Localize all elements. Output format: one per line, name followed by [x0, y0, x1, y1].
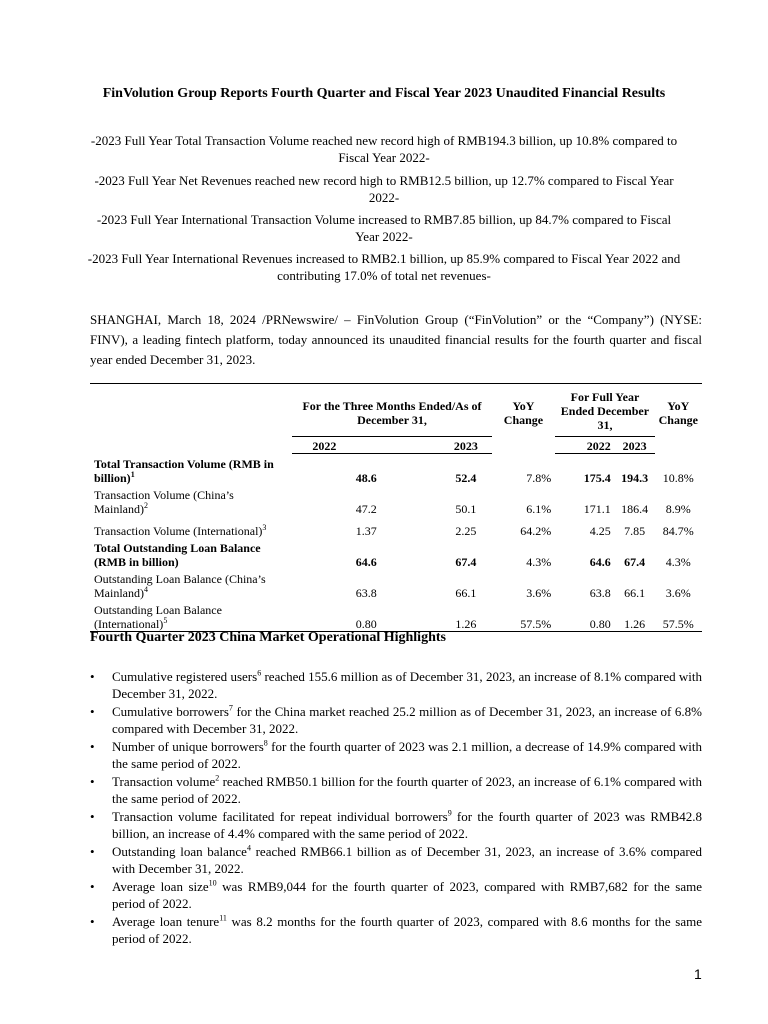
cell-yoy2: 4.3% — [665, 555, 691, 569]
header-fullyear: For Full Year Ended December 31, — [555, 384, 654, 437]
header-q-2023: 2023 — [440, 437, 492, 454]
footnote-marker: 4 — [246, 843, 251, 853]
cell-q2022: 0.80 — [292, 600, 440, 632]
cell-q2023: 67.4 — [455, 555, 477, 569]
bullet-icon: • — [90, 704, 95, 719]
list-item — [90, 843, 702, 877]
bullet-text: Number of unique borrowers — [112, 739, 264, 754]
header-quarter: For the Three Months Ended/As of December 31, — [292, 384, 491, 437]
cell-yoy1: 4.3% — [526, 555, 552, 569]
bullet-text: reached RMB66.1 billion as of December 31, 2023, an increase of 3.6% compared with December 31, 2022. — [112, 844, 702, 876]
cell-yoy2: 84.7% — [662, 524, 694, 538]
cell-yoy2: 10.8% — [662, 471, 694, 485]
footnote-marker: 8 — [263, 738, 268, 748]
cell-q2023: 1.26 — [440, 600, 492, 632]
cell-q2022: 48.6 — [355, 471, 377, 485]
table-row — [90, 454, 702, 486]
footnote-marker: 11 — [219, 913, 227, 923]
bullet-text: Average loan tenure — [112, 914, 220, 929]
bullet-text: reached 155.6 million as of December 31, 2023, an increase of 8.1% compared with December 31, 2022. — [112, 669, 702, 701]
footnote-marker: 10 — [208, 878, 217, 888]
cell-yoy1: 3.6% — [526, 586, 552, 600]
cell-q2022: 47.2 — [355, 502, 377, 516]
bullet-icon: • — [90, 739, 95, 754]
bullet-text: reached RMB50.1 billion for the fourth quarter of 2023, an increase of 6.1% compared with the same period of 2022. — [112, 774, 702, 806]
footnote-marker: 1 — [130, 470, 135, 479]
table-row — [90, 600, 702, 632]
cell-yoy2: 57.5% — [655, 600, 702, 632]
cell-fy2022: 64.6 — [589, 555, 611, 569]
cell-yoy1: 57.5% — [492, 600, 556, 632]
header-fy-2022: 2022 — [555, 437, 614, 454]
highlight-4: -2023 Full Year International Revenues increased to RMB2.1 billion, up 85.9% compared to Fiscal Year 2022 and contributing 17.0% of total net revenues- — [87, 251, 681, 283]
highlight-3: -2023 Full Year International Transaction Volume increased to RMB7.85 billion, up 84.7% compared to Fiscal Year 2022- — [96, 212, 672, 244]
bullet-text: for the China market reached 25.2 million as of December 31, 2023, an increase of 6.8% compared with December 31, 2022. — [112, 704, 702, 736]
row-label: Outstanding Loan Balance (China’s Mainland) — [94, 572, 266, 600]
list-item — [90, 738, 702, 772]
footnote-marker: 6 — [257, 668, 262, 678]
footnote-marker: 4 — [144, 585, 148, 594]
cell-q2023: 2.25 — [455, 524, 477, 538]
cell-fy2022: 4.25 — [589, 524, 611, 538]
list-item — [90, 878, 702, 912]
bullet-icon: • — [90, 914, 95, 929]
cell-fy2022: 175.4 — [583, 471, 611, 485]
cell-fy2022: 63.8 — [589, 586, 611, 600]
list-item — [90, 703, 702, 737]
bullet-text: was 8.2 months for the fourth quarter of 2023, compared with 8.6 months for the same period of 2022. — [112, 914, 702, 946]
section-heading: Fourth Quarter 2023 China Market Operational Highlights — [90, 630, 446, 645]
row-label: Transaction Volume (International) — [94, 524, 263, 538]
highlights-list — [90, 668, 702, 948]
header-yoy-quarter: YoY Change — [492, 384, 556, 437]
cell-fy2023: 67.4 — [624, 555, 646, 569]
row-label: Total Transaction Volume (RMB in billion) — [94, 457, 274, 485]
cell-yoy2: 8.9% — [665, 502, 691, 516]
cell-q2022: 63.8 — [355, 586, 377, 600]
table-row — [90, 538, 702, 569]
bullet-text: was RMB9,044 for the fourth quarter of 2023, compared with RMB7,682 for the same period of 2022. — [112, 879, 702, 911]
bullet-text: Cumulative registered users — [112, 669, 258, 684]
bullet-text: for the fourth quarter of 2023 was RMB42.8 billion, an increase of 4.4% compared with the same period of 2022. — [112, 809, 702, 841]
bullet-icon: • — [90, 809, 95, 824]
row-label: Transaction Volume (China’s Mainland) — [94, 488, 234, 516]
cell-yoy1: 6.1% — [526, 502, 552, 516]
highlight-1: -2023 Full Year Total Transaction Volume reached new record high of RMB194.3 billion, up 10.8% compared to Fiscal Year 2022- — [90, 133, 678, 165]
row-label: Outstanding Loan Balance (International) — [94, 603, 222, 631]
footnote-marker: 2 — [215, 773, 220, 783]
bullet-icon: • — [90, 844, 95, 859]
page-title: FinVolution Group Reports Fourth Quarter and Fiscal Year 2023 Unaudited Financial Results — [102, 86, 666, 101]
footnote-marker: 7 — [228, 703, 233, 713]
table-row — [90, 569, 702, 600]
footnote-marker: 5 — [163, 616, 168, 625]
cell-fy2022: 171.1 — [583, 502, 611, 516]
list-item — [90, 913, 702, 947]
cell-yoy2: 3.6% — [665, 586, 691, 600]
list-item — [90, 773, 702, 807]
cell-q2023: 52.4 — [455, 471, 477, 485]
footnote-marker: 9 — [447, 808, 452, 818]
cell-q2023: 66.1 — [455, 586, 477, 600]
bullet-icon: • — [90, 669, 95, 684]
list-item — [90, 668, 702, 702]
cell-fy2023: 1.26 — [615, 600, 655, 632]
cell-yoy1: 7.8% — [526, 471, 552, 485]
cell-q2022: 1.37 — [355, 524, 377, 538]
bullet-icon: • — [90, 774, 95, 789]
cell-fy2023: 7.85 — [624, 524, 646, 538]
header-fy-2023: 2023 — [615, 437, 655, 454]
cell-fy2023: 186.4 — [621, 502, 649, 516]
bullet-text: Average loan size — [112, 879, 209, 894]
intro-paragraph: SHANGHAI, March 18, 2024 /PRNewswire/ – FinVolution Group (“FinVolution” or the “Company”) (NYSE: FINV), a leading fintech platform, today announced its unaudited financial results for the fourth quarter and fiscal year ended December 31, 2023. — [90, 312, 702, 367]
cell-q2022: 64.6 — [355, 555, 377, 569]
header-q-2022: 2022 — [292, 437, 440, 454]
cell-fy2023: 66.1 — [624, 586, 646, 600]
bullet-text: Cumulative borrowers — [112, 704, 229, 719]
cell-q2023: 50.1 — [455, 502, 477, 516]
cell-fy2023: 194.3 — [621, 471, 649, 485]
table-row — [90, 485, 702, 516]
financial-table — [90, 383, 702, 632]
page-number: 1 — [694, 966, 702, 982]
highlight-2: -2023 Full Year Net Revenues reached new record high to RMB12.5 billion, up 12.7% compared to Fiscal Year 2022- — [94, 173, 674, 205]
list-item — [90, 808, 702, 842]
bullet-text: for the fourth quarter of 2023 was 2.1 million, a decrease of 14.9% compared with the same period of 2022. — [112, 739, 702, 771]
cell-yoy1: 64.2% — [520, 524, 552, 538]
row-label: Total Outstanding Loan Balance (RMB in billion) — [94, 541, 261, 569]
bullet-icon: • — [90, 879, 95, 894]
footnote-marker: 3 — [262, 523, 267, 532]
header-yoy-fullyear: YoY Change — [655, 384, 702, 437]
cell-fy2022: 0.80 — [555, 600, 614, 632]
bullet-text: Transaction volume — [112, 774, 216, 789]
table-row — [90, 516, 702, 538]
bullet-text: Outstanding loan balance — [112, 844, 247, 859]
bullet-text: Transaction volume facilitated for repeat individual borrowers — [112, 809, 448, 824]
footnote-marker: 2 — [144, 501, 148, 510]
